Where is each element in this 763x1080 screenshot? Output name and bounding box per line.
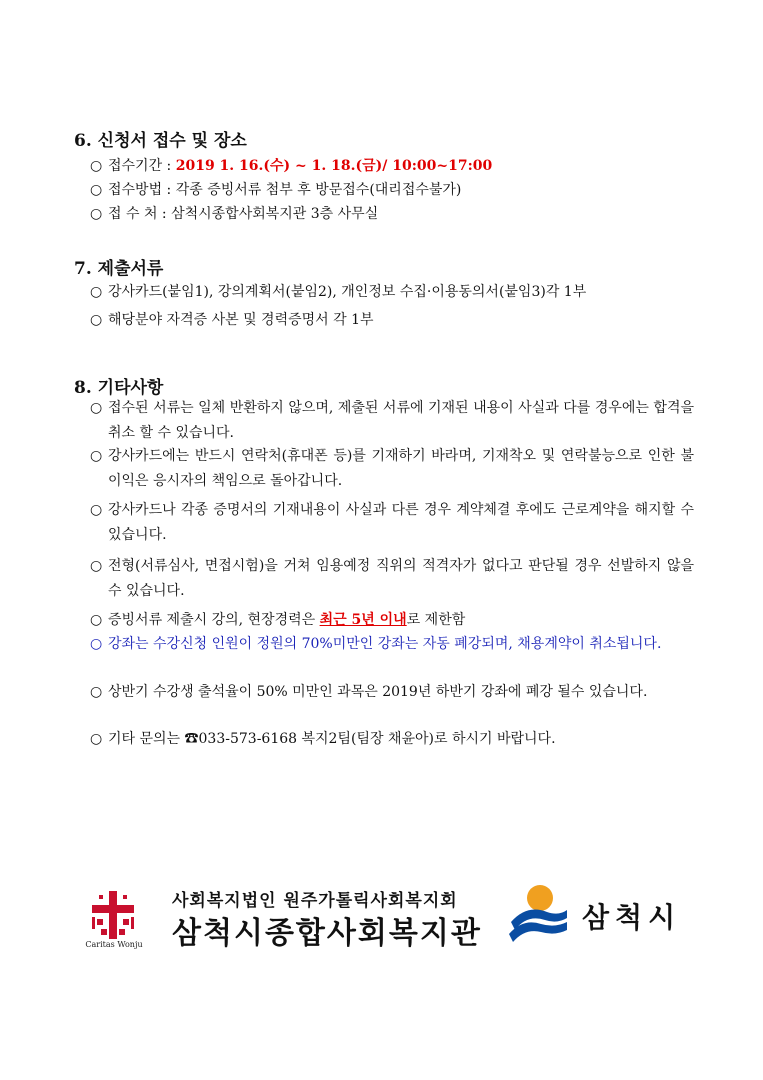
documents-text-1: 강사카드(붙임1), 강의계획서(붙임2), 개인정보 수집·이용동의서(붙임3)각 1부 [108,284,587,300]
bullet: ○ [90,636,103,652]
documents-item-2 [90,307,374,333]
notes-text-5-pre: 증빙서류 제출시 강의, 현장경력은 [108,612,320,628]
period-label: 접수기간 : [108,158,176,174]
section-8-title: 8. 기타사항 [74,378,164,398]
notes-text-5 [90,608,694,633]
notes-text-5-post: 로 제한함 [406,612,466,628]
section-6-title: 6. 신청서 접수 및 장소 [74,131,247,151]
section-7-title: 7. 제출서류 [74,259,164,279]
bullet: ○ [90,558,103,574]
period-item [90,153,492,179]
bullet: ○ [90,206,103,222]
notes-item-4 [90,554,694,604]
footer-logos [82,878,692,958]
notes-item-2 [90,444,694,494]
bullet: ○ [90,448,103,464]
notes-item-3 [90,498,694,548]
notes-item-8 [90,727,694,752]
notes-text-1: 접수된 서류는 일체 반환하지 않으며, 제출된 서류에 기재된 내용이 사실과 다를 경우에는 합격을 취소 할 수 있습니다. [108,400,694,441]
notes-text-6: 강좌는 수강신청 인원이 정원의 70%미만인 강좌는 자동 폐강되며, 채용계약이 취소됩니다. [108,636,662,652]
notes-item-6 [90,632,694,657]
bullet: ○ [90,502,103,518]
notes-text-3: 강사카드나 각종 증명서의 기재내용이 사실과 다른 경우 계약체결 후에도 근로계약을 해지할 수 있습니다. [108,502,694,543]
bullet: ○ [90,284,103,300]
city-name: 삼척시 [582,901,682,934]
notes-text-2: 강사카드에는 반드시 연락처(휴대폰 등)를 기재하기 바라며, 기재착오 및 연락불능으로 인한 불이익은 응시자의 책임으로 돌아갑니다. [108,448,694,489]
method-item [90,177,461,203]
documents-item-1 [90,279,586,305]
notes-text-7: 상반기 수강생 출석율이 50% 미만인 과목은 2019년 하반기 강좌에 폐강 될수 있습니다. [108,684,648,700]
place-item [90,201,378,227]
bullet: ○ [90,400,103,416]
bullet: ○ [90,312,103,328]
recent-5-years-highlight: 최근 5년 이내 [319,612,407,628]
samcheok-city-logo-icon [507,882,569,944]
documents-text-2: 해당분야 자격증 사본 및 경력증명서 각 1부 [108,312,374,328]
period-value: 2019 1. 16.(수) ~ 1. 18.(금)/ 10:00~17:00 [175,158,493,174]
bullet: ○ [90,731,103,747]
bullet: ○ [90,612,103,628]
caritas-label: Caritas Wonju [85,940,143,949]
notes-item-7 [90,680,694,705]
notes-item-1 [90,396,694,446]
bullet: ○ [90,684,103,700]
notes-text-4: 전형(서류심사, 면접시험)을 거쳐 임용예정 직위의 적격자가 없다고 판단될 경우 선발하지 않을 수 있습니다. [108,558,694,599]
method-text: 접수방법 : 각종 증빙서류 첨부 후 방문접수(대리접수불가) [108,182,462,198]
org-name: 삼척시종합사회복지관 [172,916,482,951]
bullet: ○ [90,182,103,198]
notes-item-5 [90,608,694,633]
bullet: ○ [90,158,103,174]
place-text: 접 수 처 : 삼척시종합사회복지관 3층 사무실 [108,206,379,222]
org-subtitle: 사회복지법인 원주가톨릭사회복지회 [172,891,458,911]
notes-text-8: 기타 문의는 ☎033-573-6168 복지2팀(팀장 채윤아)로 하시기 바랍니다. [108,731,556,747]
